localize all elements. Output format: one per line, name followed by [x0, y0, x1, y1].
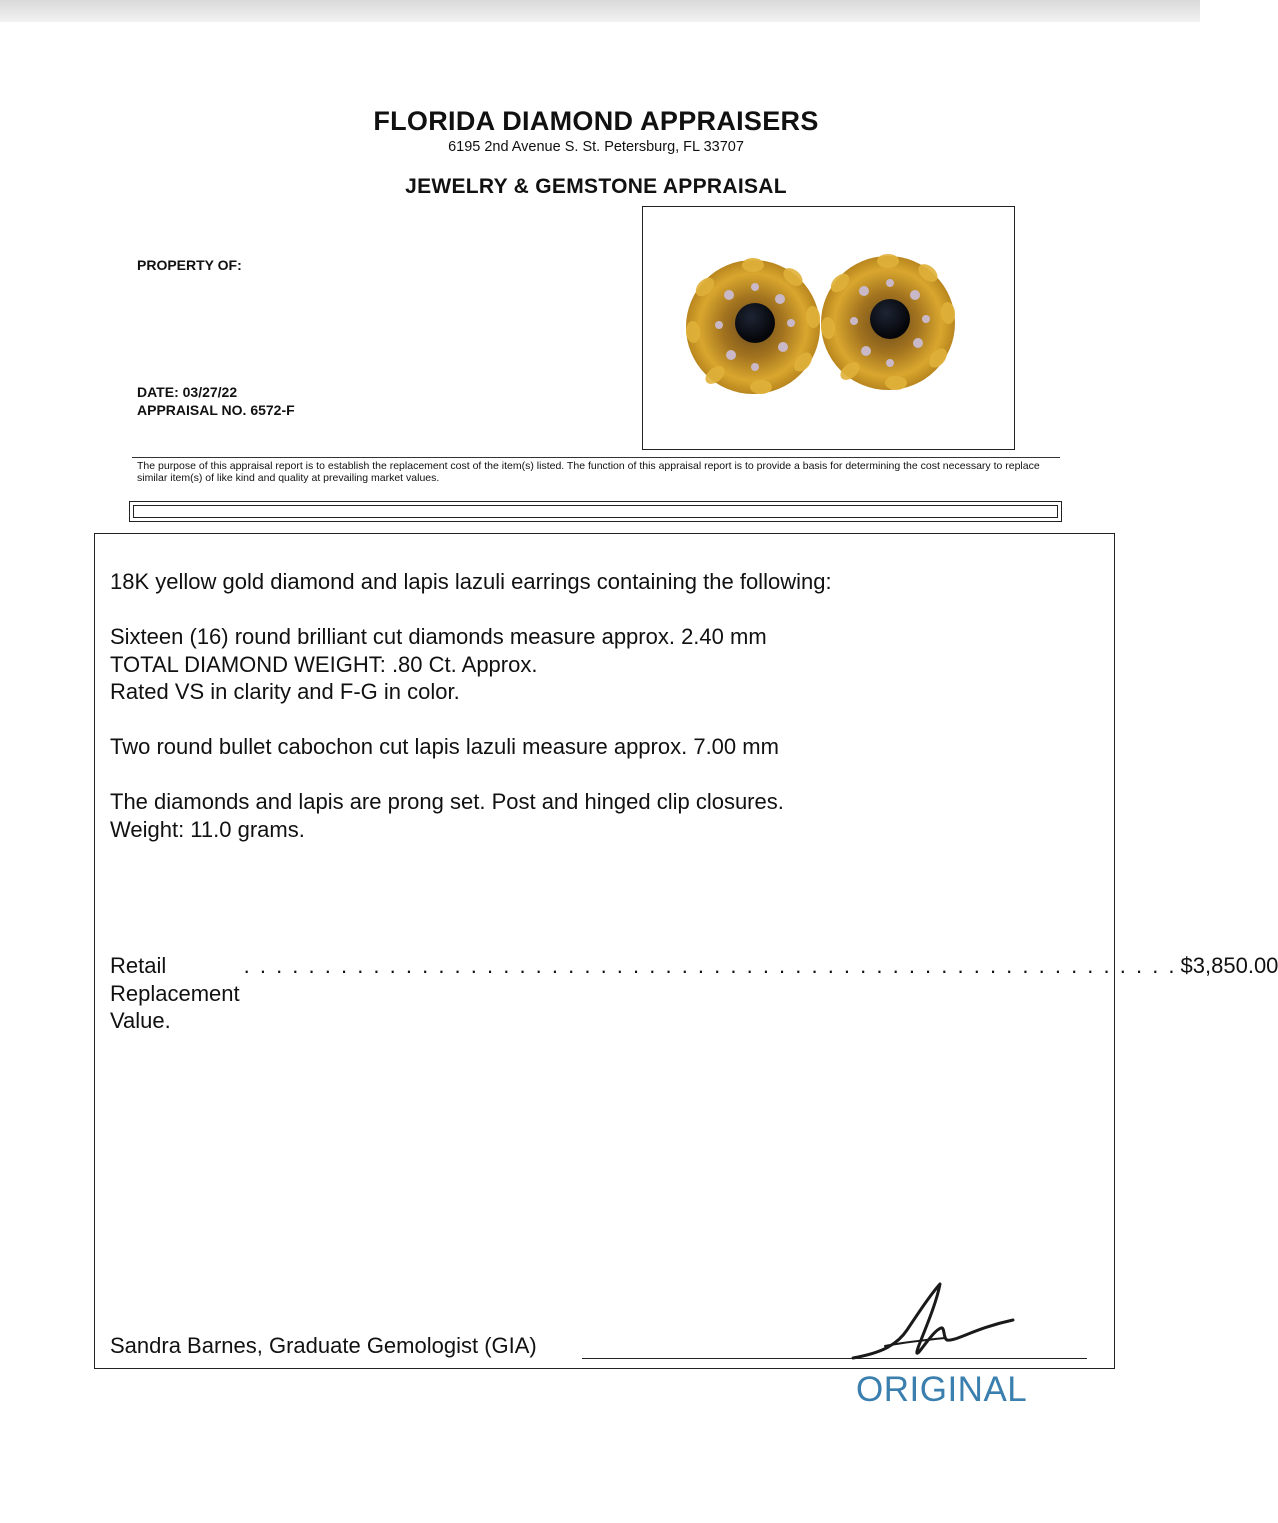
setting-line: Weight: 11.0 grams.: [110, 816, 305, 842]
diamond-line: TOTAL DIAMOND WEIGHT: .80 Ct. Approx.: [110, 651, 538, 677]
leader-dots: . . . . . . . . . . . . . . . . . . . . . . . . . . . . . . . . . . . . . . . . . . . . . . . . . . . . . . . . . .: [243, 953, 1177, 978]
original-stamp: ORIGINAL: [856, 1370, 1028, 1409]
value-label: Retail Replacement Value.: [110, 953, 240, 1033]
document-title: JEWELRY & GEMSTONE APPRAISAL: [405, 175, 787, 198]
earrings-image: [643, 207, 1014, 449]
replacement-value-row: [110, 952, 1278, 1035]
setting-line: The diamonds and lapis are prong set. Post and hinged clip closures.: [110, 789, 784, 814]
appraiser-name: Sandra Barnes, Graduate Gemologist (GIA): [110, 1333, 537, 1358]
right-earring: [820, 254, 956, 390]
earrings-photo: [642, 206, 1015, 450]
lapis-details: Two round bullet cabochon cut lapis lazuli measure approx. 7.00 mm: [110, 734, 779, 759]
diamond-line: Sixteen (16) round brilliant cut diamonds measure approx. 2.40 mm: [110, 624, 767, 649]
purpose-statement: The purpose of this appraisal report is to establish the replacement cost of the item(s) listed. The function of this appraisal report is to provide a basis for determining the cost necessary to replace similar item(s) of like kind and quality at prevailing market values.: [137, 460, 1040, 484]
handwritten-signature: [845, 1278, 1025, 1368]
date-line: DATE: 03/27/22: [137, 384, 238, 400]
scan-edge: [0, 0, 1200, 22]
appraisal-number: APPRAISAL NO. 6572-F: [137, 402, 295, 418]
company-address: 6195 2nd Avenue S. St. Petersburg, FL 33707: [448, 139, 744, 155]
divider-rule: [132, 457, 1060, 458]
diamond-line: Rated VS in clarity and F-G in color.: [110, 679, 460, 704]
item-intro: 18K yellow gold diamond and lapis lazuli earrings containing the following:: [110, 569, 832, 594]
left-earring: [685, 258, 821, 394]
diamond-details: [110, 623, 767, 706]
company-name: FLORIDA DIAMOND APPRAISERS: [373, 106, 819, 136]
setting-details: [110, 788, 784, 843]
value-amount: $3,850.00: [1180, 953, 1278, 978]
double-border-bar: [129, 501, 1062, 522]
property-of-label: PROPERTY OF:: [137, 257, 242, 273]
